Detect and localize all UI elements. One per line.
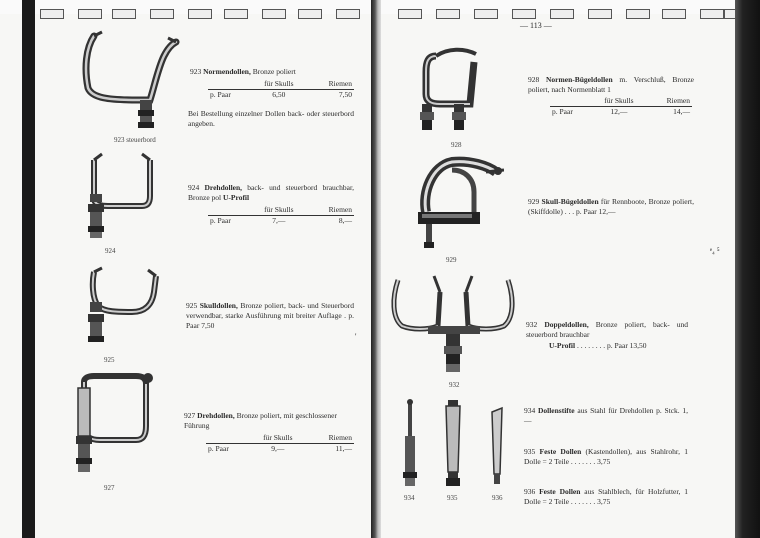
- dollenstifte-illustration: [398, 396, 516, 492]
- price-table-header: [206, 433, 354, 444]
- figure-caption: 928: [451, 141, 462, 149]
- item-number: 924: [188, 183, 200, 192]
- row-label: p. Paar: [210, 90, 231, 99]
- header-tab: [112, 9, 136, 19]
- header-tab: [78, 9, 102, 19]
- column-header-riemen: Riemen: [307, 433, 354, 444]
- item-description: back- und steuerbord brauchbar, Bronze pol: [188, 183, 355, 202]
- item-heading: [526, 320, 688, 340]
- item-description: Bronze poliert, back- und steuerbord brauchbar: [526, 320, 689, 339]
- item-description: Bronze poliert, back- und Steuerbord verwendbar, starke Ausführung mit breiter Auflage . p. Paar 7,50: [186, 301, 355, 330]
- item-title: Skulldollen,: [199, 301, 238, 310]
- price-skulls: 12,—: [610, 107, 628, 116]
- right-book-edge: [735, 0, 760, 538]
- item-title: Feste Dollen: [539, 487, 581, 496]
- row-label: p. Paar: [208, 444, 229, 453]
- header-tab: [474, 9, 498, 19]
- figure-caption: 932: [449, 381, 460, 389]
- item-heading: [528, 75, 694, 95]
- profile-label: U-Profil: [223, 193, 250, 202]
- item-description: (Kastendollen), aus Stahlrohr, 1 Dolle = 2 Teile . . . . . . . 3,75: [524, 447, 688, 466]
- item-heading: [186, 301, 354, 331]
- item-title: Drehdollen,: [204, 183, 243, 192]
- price-table: [208, 205, 354, 226]
- price-table-header: [208, 79, 354, 90]
- item-title: Feste Dollen: [539, 447, 582, 456]
- skull-buegeldollen-illustration: [412, 152, 504, 254]
- left-book-edge: [22, 0, 35, 538]
- price-riemen: 11,—: [335, 444, 352, 453]
- item-title: Normendollen,: [203, 67, 251, 76]
- normen-buegeldollen-illustration: [418, 42, 484, 136]
- header-tab: [588, 9, 612, 19]
- book-spine: [371, 0, 381, 538]
- item-title: Doppeldollen,: [544, 320, 589, 329]
- price-row: [208, 216, 354, 227]
- item-number: 929: [528, 197, 540, 206]
- header-tab: [224, 9, 248, 19]
- skulldollen-illustration: [82, 262, 162, 354]
- profile-price-line: [549, 341, 689, 351]
- item-description: Bronze poliert: [252, 67, 296, 76]
- price-table: [206, 433, 354, 454]
- column-header-skulls: für Skulls: [250, 205, 307, 216]
- item-number: 935: [524, 447, 536, 456]
- item-title: Drehdollen,: [197, 411, 235, 420]
- figure-caption: 927: [104, 484, 115, 492]
- header-tab: [700, 9, 724, 19]
- item-heading: [190, 67, 360, 77]
- margin-mark: ᵉ₄ ⁵: [710, 246, 720, 255]
- price-riemen: 14,—: [673, 107, 690, 116]
- figure-caption: 924: [105, 247, 116, 255]
- price-row: [550, 107, 692, 118]
- item-description: m. Verschluß, Bronze poliert, nach Normenblatt 1: [528, 75, 695, 94]
- item-title: Dollenstifte: [537, 406, 575, 415]
- row-label: p. Paar: [552, 107, 573, 116]
- column-header-riemen: Riemen: [307, 205, 354, 216]
- header-tab: [336, 9, 360, 19]
- page-number: — 113 —: [520, 21, 552, 30]
- item-number: 928: [528, 75, 540, 84]
- item-description: Bronze poliert, mit geschlossener Führung: [184, 411, 337, 430]
- price-table-header: [208, 205, 354, 216]
- figure-caption: 923 steuerbord: [114, 136, 156, 144]
- item-number: 927: [184, 411, 196, 420]
- price-table: [550, 96, 692, 117]
- figure-caption: 935: [447, 494, 458, 502]
- drehdollen-closed-illustration: [74, 368, 158, 480]
- item-title: Skull-Bügeldollen: [541, 197, 599, 206]
- item-description: für Rennboote, Bronze poliert, (Skiffdolle) . . . p. Paar 12,—: [528, 197, 694, 216]
- price-skulls: 7,—: [272, 216, 286, 225]
- price-table-header: [550, 96, 692, 107]
- figure-caption: 934: [404, 494, 415, 502]
- figure-caption: 936: [492, 494, 503, 502]
- header-tab: [626, 9, 650, 19]
- item-description: aus Stahlblech, für Holzfutter, 1 Dolle = 2 Teile . . . . . . . 3,75: [524, 487, 689, 506]
- price-riemen: 8,—: [338, 216, 352, 225]
- item-number: 923: [190, 67, 202, 76]
- price-riemen: 7,50: [338, 90, 352, 99]
- header-tab: [262, 9, 286, 19]
- item-title: Normen-Bügeldollen: [546, 75, 613, 84]
- item-number: 925: [186, 301, 198, 310]
- price-skulls: 9,—: [271, 444, 285, 453]
- price-row: [208, 90, 354, 101]
- column-header-riemen: Riemen: [647, 96, 692, 107]
- doppeldollen-illustration: [388, 268, 518, 380]
- column-header-skulls: für Skulls: [249, 433, 307, 444]
- column-header-riemen: Riemen: [307, 79, 354, 90]
- header-tab: [40, 9, 64, 19]
- normendollen-illustration: [80, 28, 180, 134]
- header-tab: [188, 9, 212, 19]
- order-note: Bei Bestellung einzelner Dollen back- oder steuerbord angeben.: [188, 109, 354, 128]
- header-tab: [662, 9, 686, 19]
- header-tab: [512, 9, 536, 19]
- item-heading: [528, 197, 694, 217]
- item-heading: [524, 406, 688, 426]
- header-tab: [150, 9, 174, 19]
- item-heading: [184, 411, 354, 431]
- item-heading: [188, 183, 354, 203]
- item-description: aus Stahl für Drehdollen p. Stck. 1,—: [524, 406, 689, 425]
- profile-label: U-Profil: [549, 341, 576, 350]
- header-tab: [398, 9, 422, 19]
- item-number: 934: [524, 406, 536, 415]
- item-heading: [524, 447, 688, 467]
- item-heading: [524, 487, 688, 507]
- margin-mark: ': [355, 332, 357, 341]
- figure-caption: 929: [446, 256, 457, 264]
- header-tab: [298, 9, 322, 19]
- row-label: p. Paar: [210, 216, 231, 225]
- price-skulls: 6,50: [272, 90, 286, 99]
- header-tab: [550, 9, 574, 19]
- item-price: . . . . . . . . p. Paar 13,50: [576, 341, 647, 350]
- item-number: 932: [526, 320, 538, 329]
- price-table: [208, 79, 354, 100]
- drehdollen-illustration: [84, 148, 156, 244]
- header-tab: [436, 9, 460, 19]
- item-number: 936: [524, 487, 536, 496]
- column-header-skulls: für Skulls: [250, 79, 307, 90]
- figure-caption: 925: [104, 356, 115, 364]
- column-header-skulls: für Skulls: [591, 96, 646, 107]
- price-row: [206, 444, 354, 455]
